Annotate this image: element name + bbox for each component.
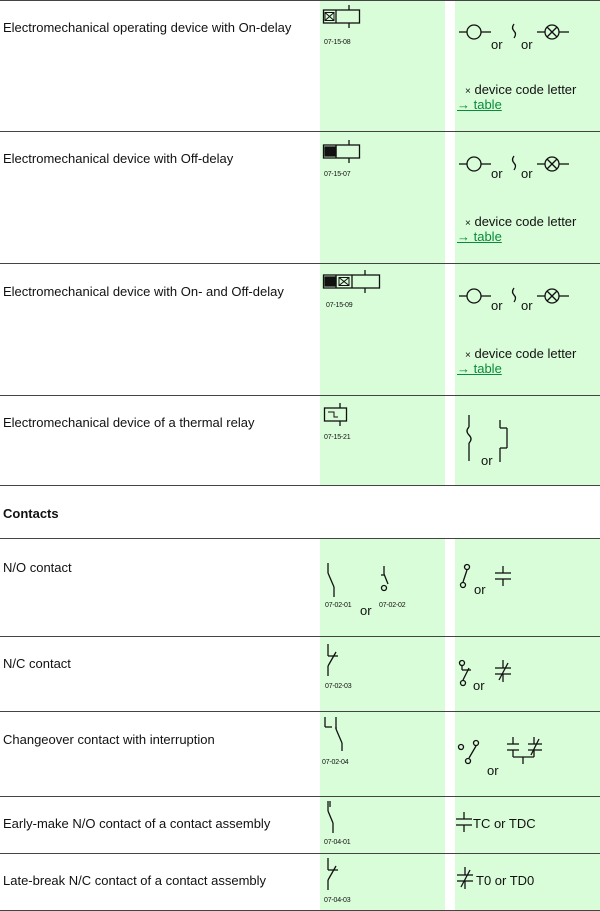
row-divider <box>0 711 600 712</box>
or-text: or <box>474 582 486 597</box>
row-divider <box>0 395 600 396</box>
or-text: or <box>521 37 533 52</box>
or-text: or <box>491 37 503 52</box>
times-icon: × <box>465 218 471 229</box>
or-text: or <box>487 763 499 778</box>
timed-contact-text: T0 or TD0 <box>476 873 535 888</box>
row-divider <box>0 131 600 132</box>
row-label: Late-break N/C contact of a contact assembly <box>3 873 267 888</box>
changeover-contact-icon <box>322 717 346 757</box>
no-contact-icon <box>324 563 338 599</box>
note-text: device code letter <box>474 346 577 361</box>
no-contact-alt-icon <box>378 566 392 596</box>
symbol-code: 07-02-04 <box>322 759 349 766</box>
no-contact-us-circle-icon <box>459 564 473 592</box>
off-delay-coil-icon <box>323 140 363 170</box>
symbol-code: 07-02-01 <box>325 602 352 609</box>
times-icon: × <box>465 86 471 97</box>
row-label: Early-make N/O contact of a contact assembly <box>3 816 271 831</box>
squiggle-icon <box>509 286 519 306</box>
lamp-cross-icon <box>537 286 571 306</box>
or-text: or <box>360 603 372 618</box>
symbol-code: 07-15-21 <box>324 434 351 441</box>
row-divider <box>0 0 600 1</box>
squiggle-icon <box>509 22 519 42</box>
row-label: Electromechanical operating device with On-delay <box>3 20 292 35</box>
thermal-relay-icon <box>324 403 354 433</box>
or-text: or <box>481 453 493 468</box>
early-make-us-bars-icon <box>455 812 473 836</box>
device-code-note <box>465 82 576 97</box>
symbol-code: 07-02-03 <box>325 683 352 690</box>
lamp-circle-icon <box>459 154 493 174</box>
row-divider <box>0 538 600 539</box>
row-label: N/O contact <box>3 560 72 575</box>
on-delay-coil-icon <box>323 5 363 35</box>
section-title: Contacts <box>3 506 59 521</box>
lamp-circle-icon <box>459 22 493 42</box>
thermal-step-icon <box>496 420 510 468</box>
or-text: or <box>473 678 485 693</box>
device-code-note <box>465 346 576 361</box>
row-divider <box>0 853 600 854</box>
on-off-delay-coil-icon <box>323 270 383 300</box>
late-break-us-bars-icon <box>455 867 475 893</box>
early-make-contact-icon <box>324 801 338 837</box>
times-icon: × <box>465 350 471 361</box>
nc-contact-us-bars-icon <box>493 660 513 686</box>
symbol-code: 07-15-09 <box>326 302 353 309</box>
thermal-squiggle-icon <box>462 415 476 463</box>
or-text: or <box>491 298 503 313</box>
no-contact-us-bars-icon <box>494 566 512 590</box>
row-divider <box>0 796 600 797</box>
row-divider <box>0 636 600 637</box>
device-code-note <box>465 214 576 229</box>
table-link[interactable]: → table <box>457 229 502 244</box>
squiggle-icon <box>509 154 519 174</box>
or-text: or <box>521 298 533 313</box>
changeover-us-circle-icon <box>458 740 484 774</box>
symbol-code: 07-15-07 <box>324 171 351 178</box>
row-divider <box>0 263 600 264</box>
symbol-code: 07-02-02 <box>379 602 406 609</box>
lamp-cross-icon <box>537 154 571 174</box>
table-link[interactable]: → table <box>457 361 502 376</box>
note-text: device code letter <box>474 82 577 97</box>
symbol-code: 07-04-01 <box>324 839 351 846</box>
note-text: device code letter <box>474 214 577 229</box>
row-label: Changeover contact with interruption <box>3 732 215 747</box>
row-label: Electromechanical device with Off-delay <box>3 151 234 166</box>
late-break-contact-icon <box>324 858 342 894</box>
lamp-circle-icon <box>459 286 493 306</box>
row-label: Electromechanical device with On- and Off-delay <box>3 284 284 299</box>
or-text: or <box>491 166 503 181</box>
row-label: Electromechanical device of a thermal relay <box>3 415 255 430</box>
timed-contact-text: TC or TDC <box>473 816 536 831</box>
changeover-us-bars-icon <box>506 737 546 767</box>
row-divider <box>0 485 600 486</box>
lamp-cross-icon <box>537 22 571 42</box>
symbol-code: 07-15-08 <box>324 39 351 46</box>
nc-contact-icon <box>324 644 342 680</box>
table-link[interactable]: → table <box>457 97 502 112</box>
symbol-code: 07-04-03 <box>324 897 351 904</box>
or-text: or <box>521 166 533 181</box>
row-label: N/C contact <box>3 656 71 671</box>
